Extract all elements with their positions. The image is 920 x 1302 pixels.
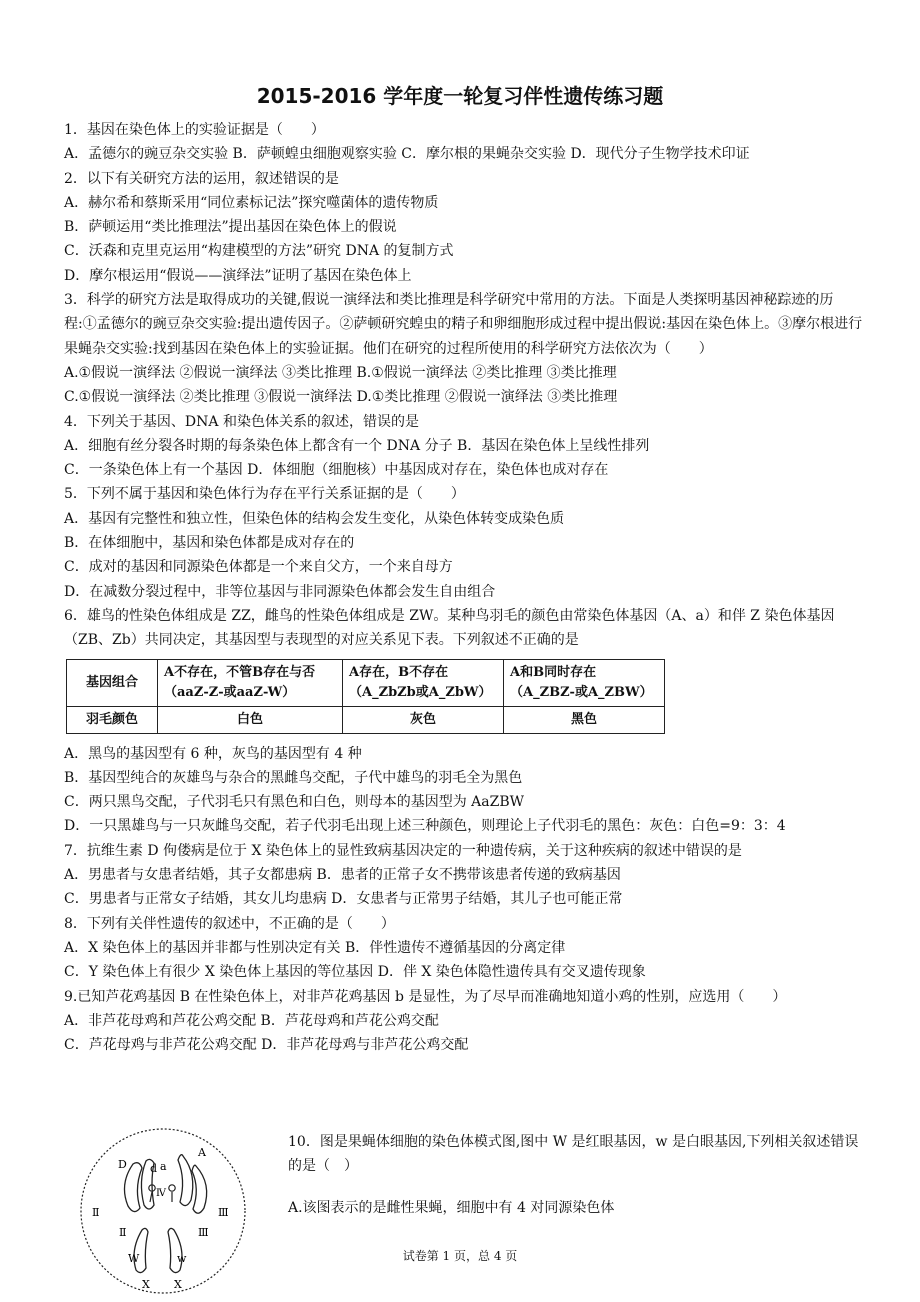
table-cell: 白色 (158, 706, 343, 733)
table-cell: 灰色 (343, 706, 504, 733)
figure-label: X (174, 1278, 182, 1291)
figure-label: X (142, 1278, 150, 1291)
figure-label: W (128, 1252, 140, 1265)
question-3-stem: 3．科学的研究方法是取得成功的关键,假说一演绎法和类比推理是科学研究中常用的方法。下面是人类探明基因神秘踪迹的历程:①孟德尔的豌豆杂交实验:提出遗传因子。②萨顿研究蝗虫的精子和卵细胞形成过程中提出假说:基因在染色体上。③摩尔根进行果蝇杂交实验:找到基因在染色体上的实验证据。他们在研究的过程所使用的科学研究方法依次为（ ） (64, 292, 863, 357)
table-row (67, 706, 665, 733)
question-6-stem: 6．雄鸟的性染色体组成是 ZZ，雌鸟的性染色体组成是 ZW。某种鸟羽毛的颜色由常染色体基因（A、a）和伴 Z 染色体基因（ZB、Zb）共同决定，其基因型与表现型的对应关系见下表。下列叙述不正确的是 (64, 607, 835, 649)
table-header-cell: A和B同时存在（A_ZBZ-或A_ZBW） (504, 659, 665, 706)
question-line: A．黑鸟的基因型有 6 种，灰鸟的基因型有 4 种 (64, 745, 362, 762)
page-footer: 试卷第 1 页，总 4 页 (402, 1249, 518, 1263)
figure-label: Ⅱ (92, 1206, 100, 1219)
question-line: C．Y 染色体上有很少 X 染色体上基因的等位基因 D．伴 X 染色体隐性遗传具有交叉遗传现象 (64, 964, 646, 981)
figure-label: D (118, 1158, 127, 1171)
question-body (64, 118, 864, 1057)
table-header-cell: 基因组合 (67, 659, 158, 706)
figure-label: Ⅲ (218, 1206, 229, 1219)
question-line: B．基因型纯合的灰雄鸟与杂合的黑雌鸟交配，子代中雄鸟的羽毛全为黑色 (64, 769, 523, 786)
table-row (67, 659, 665, 706)
question-line: D．在减数分裂过程中，非等位基因与非同源染色体都会发生自由组合 (64, 583, 496, 600)
figure-label: a (160, 1160, 167, 1173)
question-line: B．在体细胞中，基因和染色体都是成对存在的 (64, 535, 355, 552)
question-line: 1．基因在染色体上的实验证据是（ ） (64, 122, 325, 138)
question-line: C．成对的基因和同源染色体都是一个来自父方，一个来自母方 (64, 559, 453, 576)
figure-label: Ⅲ (198, 1226, 209, 1239)
question-line: A．赫尔希和蔡斯采用“同位素标记法”探究噬菌体的遗传物质 (64, 194, 439, 211)
question-line: A．基因有完整性和独立性，但染色体的结构会发生变化，从染色体转变成染色质 (64, 510, 565, 527)
question-line: 4．下列关于基因、DNA 和染色体关系的叙述，错误的是 (64, 413, 419, 430)
question-line: C．两只黑鸟交配，子代羽毛只有黑色和白色，则母本的基因型为 AaZBW (64, 794, 525, 811)
table-header-cell: A存在，B不存在（A_ZbZb或A_ZbW） (343, 659, 504, 706)
question-line: D．摩尔根运用“假说——演绎法”证明了基因在染色体上 (64, 267, 412, 284)
figure-label: w (177, 1252, 187, 1265)
chromosome-diagram (78, 1126, 248, 1296)
figure-label: A (198, 1146, 206, 1159)
table-header-cell: A不存在，不管B存在与否（aaZ-Z-或aaZ-W） (158, 659, 343, 706)
question-line: C．一条染色体上有一个基因 D．体细胞（细胞核）中基因成对存在，染色体也成对存在 (64, 462, 609, 479)
question-3-options-cd: C.①假说一演绎法 ②类比推理 ③假说一演绎法 D.①类比推理 ②假说一演绎法 ③类比推理 (64, 389, 618, 406)
question-10 (288, 1130, 868, 1220)
question-line: C．沃森和克里克运用“构建模型的方法”研究 DNA 的复制方式 (64, 243, 454, 260)
question-10-option-a: A.该图表示的是雌性果蝇，细胞中有 4 对同源染色体 (288, 1200, 615, 1216)
genotype-table (66, 659, 665, 734)
question-3-options-ab: A.①假说一演绎法 ②假说一演绎法 ③类比推理 B.①假说一演绎法 ②类比推理 ③类比推理 (64, 364, 617, 381)
table-cell: 羽毛颜色 (67, 706, 158, 733)
question-line: 9.已知芦花鸡基因 B 在性染色体上，对非芦花鸡基因 b 是显性，为了尽早而准确地知道小鸡的性别，应选用（ ） (64, 988, 787, 1005)
figure-label: Ⅳ (156, 1188, 166, 1199)
figure-label: d (150, 1162, 158, 1175)
question-line: 2．以下有关研究方法的运用，叙述错误的是 (64, 170, 339, 187)
question-line: A．非芦花母鸡和芦花公鸡交配 B．芦花母鸡和芦花公鸡交配 (64, 1012, 439, 1029)
question-10-stem: 10．图是果蝇体细胞的染色体模式图,图中 W 是红眼基因，w 是白眼基因,下列相关叙述错误的是（ ） (288, 1134, 859, 1174)
question-line: C．男患者与正常女子结婚，其女儿均患病 D．女患者与正常男子结婚，其儿子也可能正常 (64, 891, 623, 908)
figure-label: Ⅱ (119, 1226, 127, 1239)
question-line: C．芦花母鸡与非芦花公鸡交配 D．非芦花母鸡与非芦花公鸡交配 (64, 1037, 469, 1054)
question-line: A．男患者与女患者结婚，其子女都患病 B．患者的正常子女不携带该患者传递的致病基因 (64, 867, 621, 884)
question-line: 8．下列有关伴性遗传的叙述中，不正确的是（ ） (64, 915, 395, 932)
question-line: A．X 染色体上的基因并非都与性别决定有关 B．伴性遗传不遵循基因的分离定律 (64, 939, 566, 956)
question-line: A．孟德尔的豌豆杂交实验 B．萨顿蝗虫细胞观察实验 C．摩尔根的果蝇杂交实验 D．现代分子生物学技术印证 (64, 146, 750, 163)
question-line: A．细胞有丝分裂各时期的每条染色体上都含有一个 DNA 分子 B．基因在染色体上呈线性排列 (64, 437, 650, 454)
table-cell: 黑色 (504, 706, 665, 733)
question-line: 7．抗维生素 D 佝偻病是位于 X 染色体上的显性致病基因决定的一种遗传病，关于这种疾病的叙述中错误的是 (64, 842, 742, 859)
question-line: B．萨顿运用“类比推理法”提出基因在染色体上的假说 (64, 219, 397, 236)
question-line: 5．下列不属于基因和染色体行为存在平行关系证据的是（ ） (64, 486, 465, 503)
page-title: 2015-2016 学年度一轮复习伴性遗传练习题 (256, 84, 664, 108)
question-6-option-d: D．一只黑雄鸟与一只灰雌鸟交配，若子代羽毛出现上述三种颜色，则理论上子代羽毛的黑色：灰色：白色=9：3：4 (64, 818, 786, 835)
